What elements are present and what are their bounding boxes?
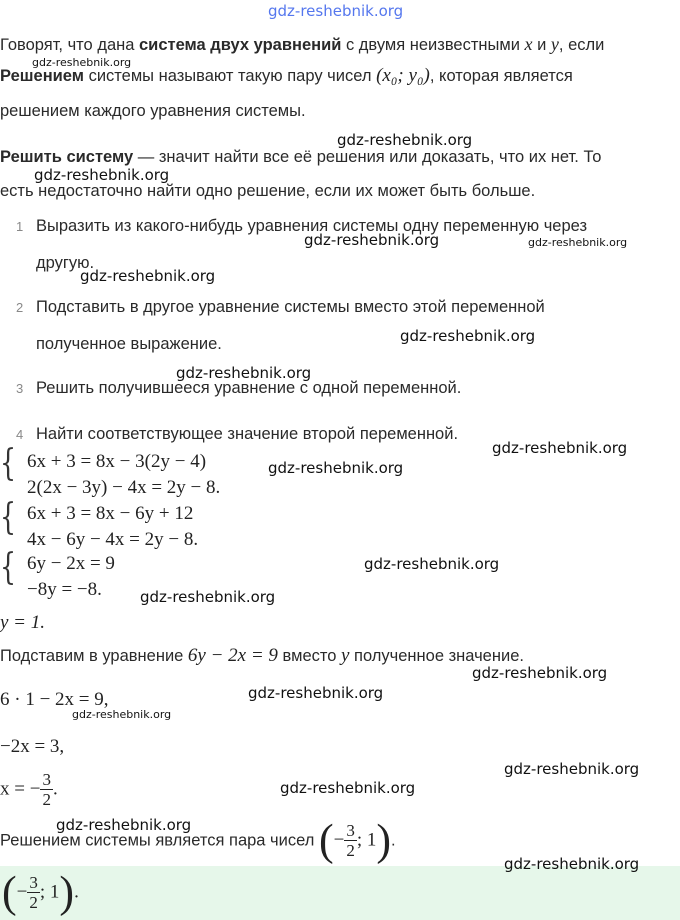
watermark: gdz-reshebnik.org [504, 855, 640, 873]
intro-text: , которая является [429, 67, 573, 85]
step-number: 1 [16, 219, 24, 234]
intro-line-3: решением каждого уравнения системы. [0, 102, 306, 120]
minus: − [16, 881, 28, 903]
step-number: 3 [16, 381, 24, 396]
fraction [344, 821, 357, 860]
period: . [74, 881, 79, 903]
watermark: gdz-reshebnik.org [56, 816, 192, 834]
equation: 4x − 6y − 4x = 2y − 8. [27, 529, 199, 550]
intro-text: , если [558, 36, 605, 54]
calc-step-1: 6 · 1 − 2x = 9, [0, 689, 109, 710]
answer-box [0, 866, 680, 920]
answer-pair: (− $\frac{3}{2}$ ; 1). [2, 867, 79, 917]
solve-definition-line-2: есть недостаточно найти одно решение, если их может быть больше. [0, 182, 536, 200]
step-1-text: Выразить из какого-нибудь уравнения системы одну переменную через [36, 217, 588, 235]
solution-term: Решением [0, 67, 84, 85]
conclusion-pair: (− $\frac{3}{2}$ ; 1) [318, 815, 392, 865]
step-number: 2 [16, 300, 24, 315]
pair-notation: (x₀; y₀) [376, 65, 430, 86]
step-number: 4 [16, 427, 24, 442]
intro-text: Говорят, что дана [0, 36, 139, 54]
x-result-lhs: x = − [0, 778, 41, 800]
substitute-text-a: Подставим в уравнение [0, 647, 188, 665]
step-3-text: Решить получившееся уравнение с одной переменной. [36, 379, 462, 397]
watermark: gdz-reshebnik.org [280, 779, 416, 797]
intro-line-1 [0, 35, 604, 54]
watermark: gdz-reshebnik.org [504, 760, 640, 778]
step-1-text-cont: другую. [36, 254, 95, 272]
watermark: gdz-reshebnik.org [34, 166, 170, 184]
equation: 6y − 2x = 9 [27, 553, 115, 574]
x-result [0, 770, 58, 809]
denominator: 2 [29, 893, 38, 913]
pair-rest: ; 1 [39, 881, 60, 903]
numerator: 3 [346, 821, 355, 841]
step-2-text-cont: полученное выражение. [36, 335, 222, 353]
watermark: gdz-reshebnik.org [528, 236, 628, 249]
intro-text: с двумя неизвестными [341, 36, 525, 54]
minus: − [333, 829, 345, 851]
equation: −8y = −8. [27, 579, 102, 600]
system-brace: { [0, 497, 17, 538]
step-4-text: Найти соответствующее значение второй переменной. [36, 425, 459, 443]
substitute-equation: 6y − 2x = 9 [187, 645, 278, 666]
intro-text: и [532, 36, 551, 54]
equation: 2(2x − 3y) − 4x = 2y − 8. [27, 477, 221, 498]
calc-step-2: −2x = 3, [0, 736, 65, 757]
watermark-top: gdz-reshebnik.org [268, 2, 404, 20]
step-2-text: Подставить в другое уравнение системы вместо этой переменной [36, 298, 545, 316]
substitute-text-b: вместо [277, 647, 342, 665]
denominator: 2 [346, 841, 355, 861]
substitute-text [0, 647, 524, 665]
watermark: gdz-reshebnik.org [337, 131, 473, 149]
period: . [391, 831, 396, 850]
watermark: gdz-reshebnik.org [364, 555, 500, 573]
watermark: gdz-reshebnik.org [176, 364, 312, 382]
watermark: gdz-reshebnik.org [268, 459, 404, 477]
fraction [40, 770, 53, 809]
conclusion [0, 815, 396, 865]
var-y: y [550, 34, 559, 54]
var-x: x [524, 34, 533, 54]
y-result: y = 1. [0, 612, 46, 633]
fraction [27, 873, 40, 912]
substitute-text-c: полученное значение. [349, 647, 524, 665]
system-brace: { [0, 547, 17, 588]
substitute-var: y [341, 645, 350, 666]
system-term: система двух уравнений [139, 36, 342, 54]
solve-def-text: — значит найти все её решения или доказать, что их нет. То [133, 148, 602, 166]
system-brace: { [0, 443, 17, 484]
watermark: gdz-reshebnik.org [80, 267, 216, 285]
watermark: gdz-reshebnik.org [472, 664, 608, 682]
intro-text: системы называют такую пару чисел [83, 67, 377, 85]
watermark: gdz-reshebnik.org [248, 684, 384, 702]
watermark: gdz-reshebnik.org [400, 327, 536, 345]
equation: 6x + 3 = 8x − 3(2y − 4) [27, 451, 207, 472]
watermark: gdz-reshebnik.org [32, 56, 132, 69]
watermark: gdz-reshebnik.org [72, 708, 172, 721]
watermark: gdz-reshebnik.org [492, 439, 628, 457]
conclusion-text: Решением системы является пара чисел [0, 831, 319, 850]
pair-rest: ; 1 [356, 829, 377, 851]
denominator: 2 [42, 790, 51, 809]
watermark: gdz-reshebnik.org [140, 588, 276, 606]
watermark: gdz-reshebnik.org [304, 231, 440, 249]
solve-term: Решить систему [0, 148, 134, 166]
x-result-end: . [52, 778, 58, 800]
numerator: 3 [42, 770, 51, 789]
solve-definition [0, 148, 601, 166]
numerator: 3 [29, 873, 38, 893]
equation: 6x + 3 = 8x − 6y + 12 [27, 503, 194, 524]
intro-line-2 [0, 67, 573, 85]
